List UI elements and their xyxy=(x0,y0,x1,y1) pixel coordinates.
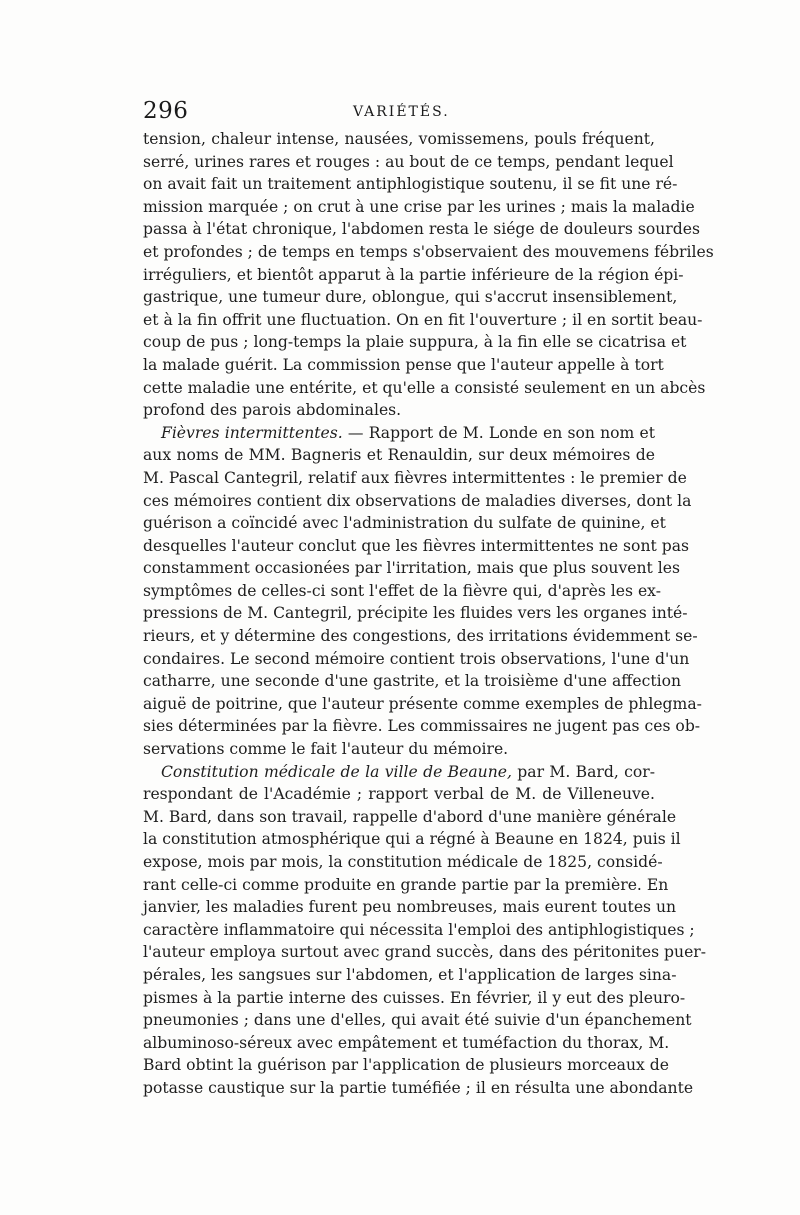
page-number: 296 xyxy=(143,98,189,124)
text-line xyxy=(143,580,661,603)
text-line xyxy=(143,806,677,829)
line-text: serré, urines rares et rouges : au bout de ce temps, pendant lequel xyxy=(143,152,674,171)
line-text: pressions de M. Cantegril, précipite les fluides vers les organes inté- xyxy=(143,604,688,623)
text-line xyxy=(143,874,669,897)
line-text: aiguë de poitrine, que l'auteur présente comme exemples de phlegma- xyxy=(143,694,702,713)
line-text: M. Bard, dans son travail, rappelle d'abord d'une manière générale xyxy=(143,807,677,826)
text-line xyxy=(143,399,655,422)
line-text: condaires. Le second mémoire contient trois observations, l'une d'un xyxy=(143,649,690,668)
text-line xyxy=(143,196,695,219)
text-line xyxy=(143,693,702,716)
line-text: rant celle-ci comme produite en grande partie par la première. En xyxy=(143,875,669,894)
line-text: janvier, les maladies furent peu nombreuses, mais eurent toutes un xyxy=(143,898,677,917)
line-text: mission marquée ; on crut à une crise par les urines ; mais la maladie xyxy=(143,197,695,216)
text-line xyxy=(143,738,655,761)
text-line xyxy=(143,422,655,445)
line-text: ces mémoires contient dix observations de maladies diverses, dont la xyxy=(143,491,692,510)
line-text: la malade guérit. La commission pense que l'auteur appelle à tort xyxy=(143,355,664,374)
text-line xyxy=(143,964,677,987)
line-text: on avait fait un traitement antiphlogistique soutenu, il se fit une ré- xyxy=(143,175,678,194)
text-line xyxy=(143,151,674,174)
text-line xyxy=(143,467,687,490)
text-line xyxy=(143,557,680,580)
line-text: coup de pus ; long-temps la plaie suppura, à la fin elle se cicatrisa et xyxy=(143,333,687,352)
line-text: rieurs, et y détermine des congestions, des irritations évidemment se- xyxy=(143,627,698,646)
section-heading: Constitution médicale de la ville de Beaune, xyxy=(161,762,512,781)
body-text xyxy=(143,128,714,1100)
text-line xyxy=(143,309,703,332)
line-text: cette maladie une entérite, et qu'elle a consisté seulement en un abcès xyxy=(143,378,706,397)
text-line xyxy=(143,490,692,513)
text-line xyxy=(143,512,666,535)
line-text: passa à l'état chronique, l'abdomen resta le siége de douleurs sourdes xyxy=(143,220,700,239)
text-line xyxy=(143,241,714,264)
text-line xyxy=(143,1077,694,1100)
line-text: la constitution atmosphérique qui a régné à Beaune en 1824, puis il xyxy=(143,830,681,849)
text-line xyxy=(143,1054,669,1077)
line-text: pérales, les sangsues sur l'abdomen, et l'application de larges sina- xyxy=(143,965,677,984)
text-line xyxy=(143,535,689,558)
text-line xyxy=(143,896,677,919)
line-text: respondant de l'Académie ; rapport verbal de M. de Villeneuve. xyxy=(143,785,655,804)
text-line xyxy=(143,331,687,354)
text-line xyxy=(143,286,678,309)
text-line xyxy=(143,1032,670,1055)
text-line xyxy=(143,354,664,377)
line-text: sies déterminées par la fièvre. Les commissaires ne jugent pas ces ob- xyxy=(143,717,701,736)
line-text: aux noms de MM. Bagneris et Renauldin, sur deux mémoires de xyxy=(143,446,655,465)
text-line xyxy=(143,761,655,784)
line-text: catharre, une seconde d'une gastrite, et la troisième d'une affection xyxy=(143,672,681,691)
text-line xyxy=(143,715,701,738)
text-line xyxy=(143,1009,692,1032)
line-text: servations comme le fait l'auteur du mémoire. xyxy=(143,740,509,759)
text-line xyxy=(143,648,690,671)
text-line xyxy=(143,625,698,648)
text-line xyxy=(143,919,695,942)
line-text: Bard obtint la guérison par l'application de plusieurs morceaux de xyxy=(143,1056,669,1075)
running-head: VARIÉTÉS. xyxy=(353,104,450,120)
text-line xyxy=(143,264,684,287)
text-line xyxy=(143,941,707,964)
text-line xyxy=(143,851,663,874)
line-text: desquelles l'auteur conclut que les fièvres intermittentes ne sont pas xyxy=(143,536,689,555)
line-text: profond des parois abdominales. xyxy=(143,401,402,420)
text-line xyxy=(143,444,655,467)
text-line xyxy=(143,828,681,851)
page-header xyxy=(143,98,653,128)
text-line xyxy=(143,670,681,693)
line-text: symptômes de celles-ci sont l'effet de la fièvre qui, d'après les ex- xyxy=(143,581,661,600)
text-line xyxy=(143,173,678,196)
line-text: caractère inflammatoire qui nécessita l'emploi des antiphlogistiques ; xyxy=(143,920,695,939)
line-text: l'auteur employa surtout avec grand succès, dans des péritonites puer- xyxy=(143,943,707,962)
line-text: tension, chaleur intense, nausées, vomissemens, pouls fréquent, xyxy=(143,130,655,148)
line-text: pismes à la partie interne des cuisses. En février, il y eut des pleuro- xyxy=(143,988,686,1007)
line-text: et profondes ; de temps en temps s'observaient des mouvemens fébriles xyxy=(143,242,714,261)
text-line xyxy=(143,602,688,625)
line-text: pneumonies ; dans une d'elles, qui avait été suivie d'un épanchement xyxy=(143,1011,692,1030)
line-text: par M. Bard, cor- xyxy=(511,762,656,781)
section-heading: Fièvres intermittentes. xyxy=(161,423,343,442)
line-text: albuminoso-séreux avec empâtement et tuméfaction du thorax, M. xyxy=(143,1033,670,1052)
line-text: — Rapport de M. Londe en son nom et xyxy=(342,423,655,442)
line-text: expose, mois par mois, la constitution médicale de 1825, considé- xyxy=(143,853,663,871)
line-text: M. Pascal Cantegril, relatif aux fièvres intermittentes : le premier de xyxy=(143,468,687,487)
text-line xyxy=(143,377,706,400)
text-line xyxy=(143,218,700,241)
line-text: constamment occasionées par l'irritation, mais que plus souvent les xyxy=(143,559,680,578)
line-text: guérison a coïncidé avec l'administration du sulfate de quinine, et xyxy=(143,514,666,533)
text-line xyxy=(143,987,686,1010)
text-line xyxy=(143,128,655,151)
line-text: irréguliers, et bientôt apparut à la partie inférieure de la région épi- xyxy=(143,265,684,284)
text-line xyxy=(143,783,655,806)
line-text: et à la fin offrit une fluctuation. On en fit l'ouverture ; il en sortit beau- xyxy=(143,310,703,329)
line-text: gastrique, une tumeur dure, oblongue, qui s'accrut insensiblement, xyxy=(143,288,678,307)
line-text: potasse caustique sur la partie tuméfiée ; il en résulta une abondante xyxy=(143,1078,694,1097)
